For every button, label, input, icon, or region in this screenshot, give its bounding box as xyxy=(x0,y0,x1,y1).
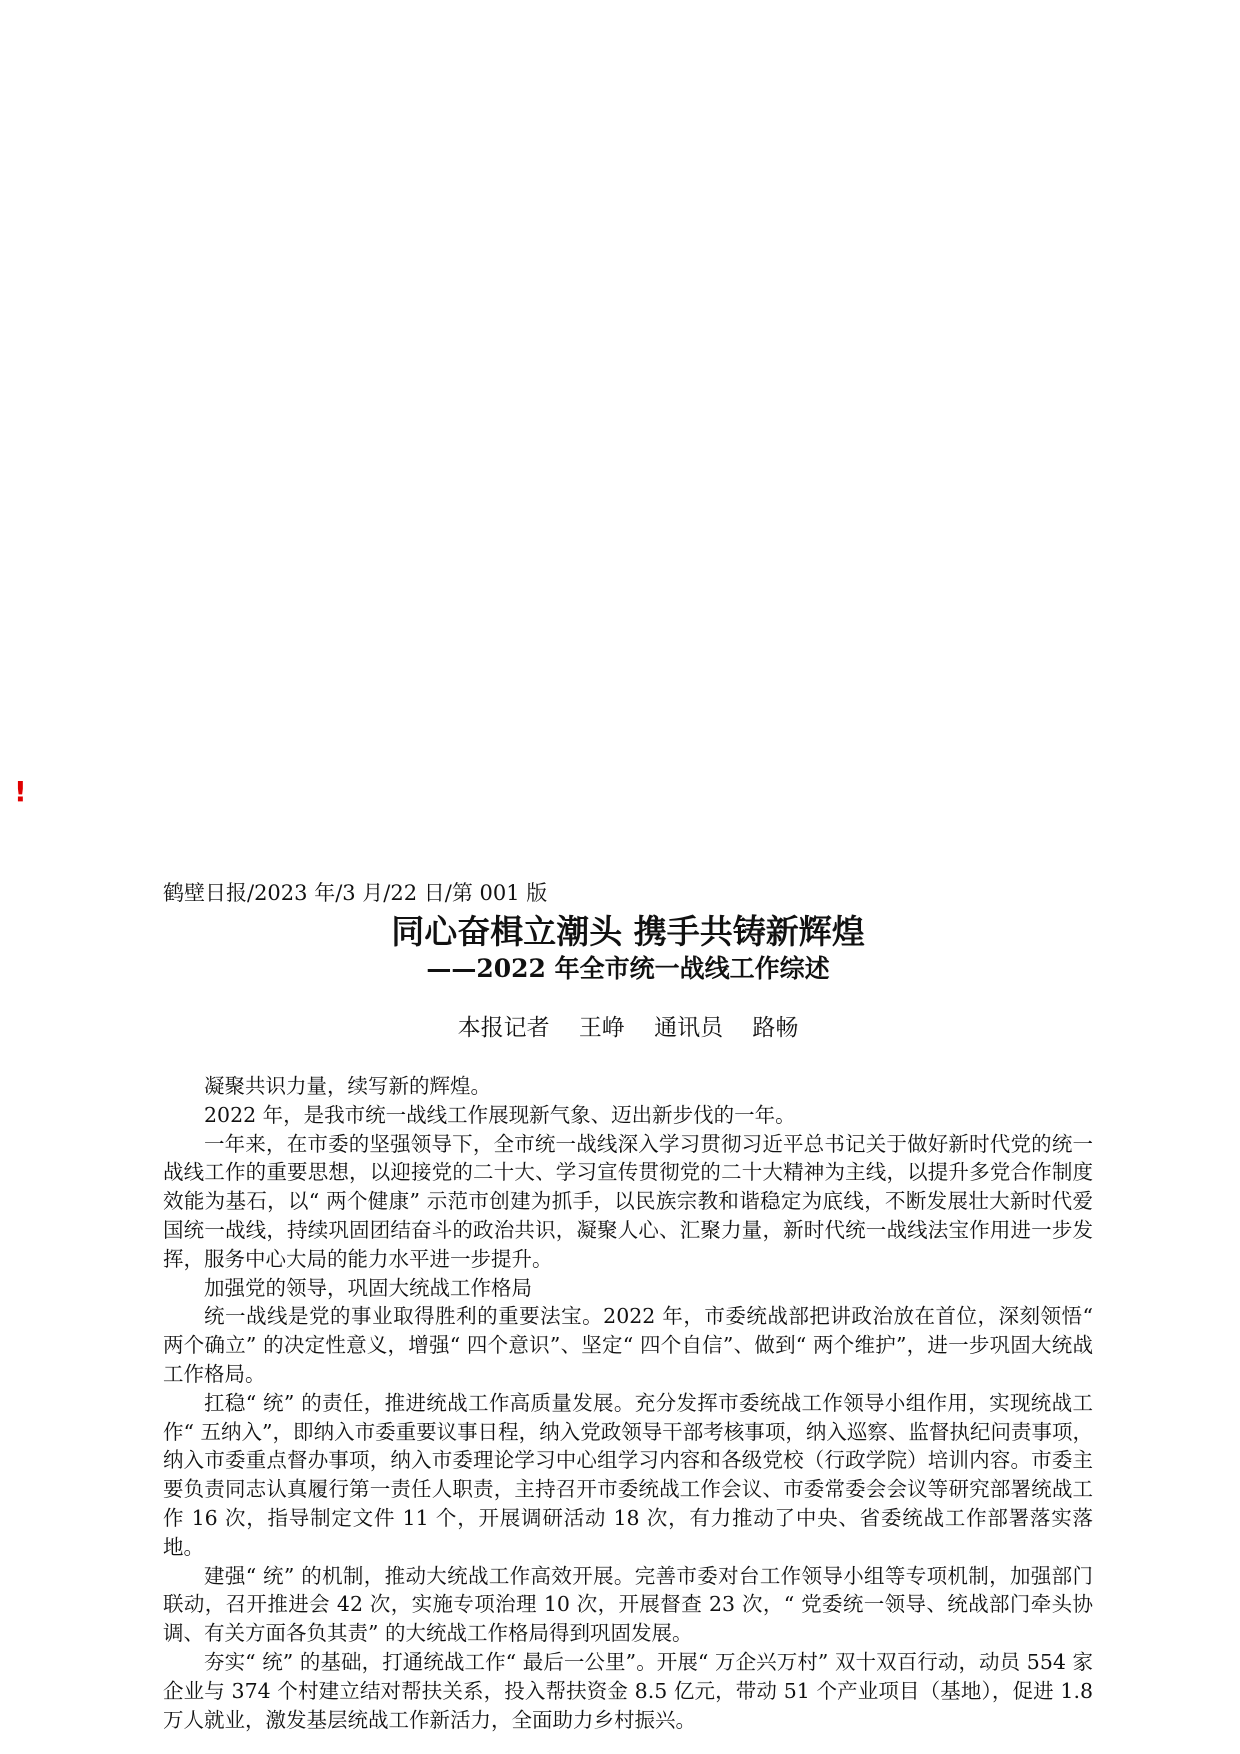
article-paragraph: 统一战线是党的事业取得胜利的重要法宝。2022 年，市委统战部把讲政治放在首位，深刻领悟“ 两个确立” 的决定性意义，增强“ 四个意识”、坚定“ 四个自信”、做到“ 两个维护”，进一步巩固大统战工作格局。 xyxy=(163,1304,1093,1386)
section-heading: 加强党的领导，巩固大统战工作格局 xyxy=(204,1275,532,1300)
article-paragraph: 凝聚共识力量，续写新的辉煌。 xyxy=(204,1074,491,1098)
article xyxy=(163,878,1093,1734)
article-paragraph: 扛稳“ 统” 的责任，推进统战工作高质量发展。充分发挥市委统战工作领导小组作用，实现统战工作“ 五纳入”，即纳入市委重要议事日程，纳入党政领导干部考核事项，纳入巡察、监督执纪问责事项，纳入市委重点督办事项，纳入市委理论学习中心组学习内容和各级党校（行政学院）培训内容。市委主要负责同志认真履行第一责任人职责，主持召开市委统战工作会议、市委常委会会议等研究部署统战工作 16 次，指导制定文件 11 个，开展调研活动 18 次，有力推动了中央、省委统战工作部署落实落地。 xyxy=(163,1390,1093,1559)
article-paragraph: 一年来，在市委的坚强领导下，全市统一战线深入学习贯彻习近平总书记关于做好新时代党的统一战线工作的重要思想，以迎接党的二十大、学习宣传贯彻党的二十大精神为主线，以提升多党合作制度效能为基石，以“ 两个健康” 示范市创建为抓手，以民族宗教和谐稳定为底线，不断发展壮大新时代爱国统一战线，持续巩固团结奋斗的政治共识，凝聚人心、汇聚力量，新时代统一战线法宝作用进一步发挥，服务中心大局的能力水平进一步提升。 xyxy=(163,1131,1093,1271)
article-body xyxy=(163,1072,1093,1734)
article-paragraph: 夯实“ 统” 的基础，打通统战工作“ 最后一公里”。开展“ 万企兴万村” 双十双百行动，动员 554 家企业与 374 个村建立结对帮扶关系，投入帮扶资金 8.5 亿元，带动 51 个产业项目（基地），促进 1.8 万人就业，激发基层统战工作新活力，全面助力乡村振兴。 xyxy=(163,1649,1093,1732)
article-paragraph: 2022 年，是我市统一战线工作展现新气象、迈出新步伐的一年。 xyxy=(204,1102,796,1127)
article-source: 鹤壁日报/2023 年/3 月/22 日/第 001 版 xyxy=(163,881,548,905)
warning-mark: ! xyxy=(14,775,27,808)
article-title: 同心奋楫立潮头 携手共铸新辉煌 xyxy=(391,912,865,951)
article-byline: 本报记者 王峥 通讯员 路畅 xyxy=(457,1015,799,1041)
article-paragraph: 建强“ 统” 的机制，推动大统战工作高效开展。完善市委对台工作领导小组等专项机制，加强部门联动，召开推进会 42 次，实施专项治理 10 次，开展督查 23 次，“ 党委统一领导、统战部门牵头协调、有关方面各负其责” 的大统战工作格局得到巩固发展。 xyxy=(163,1563,1093,1646)
article-subtitle: ——2022 年全市统一战线工作综述 xyxy=(426,954,830,983)
